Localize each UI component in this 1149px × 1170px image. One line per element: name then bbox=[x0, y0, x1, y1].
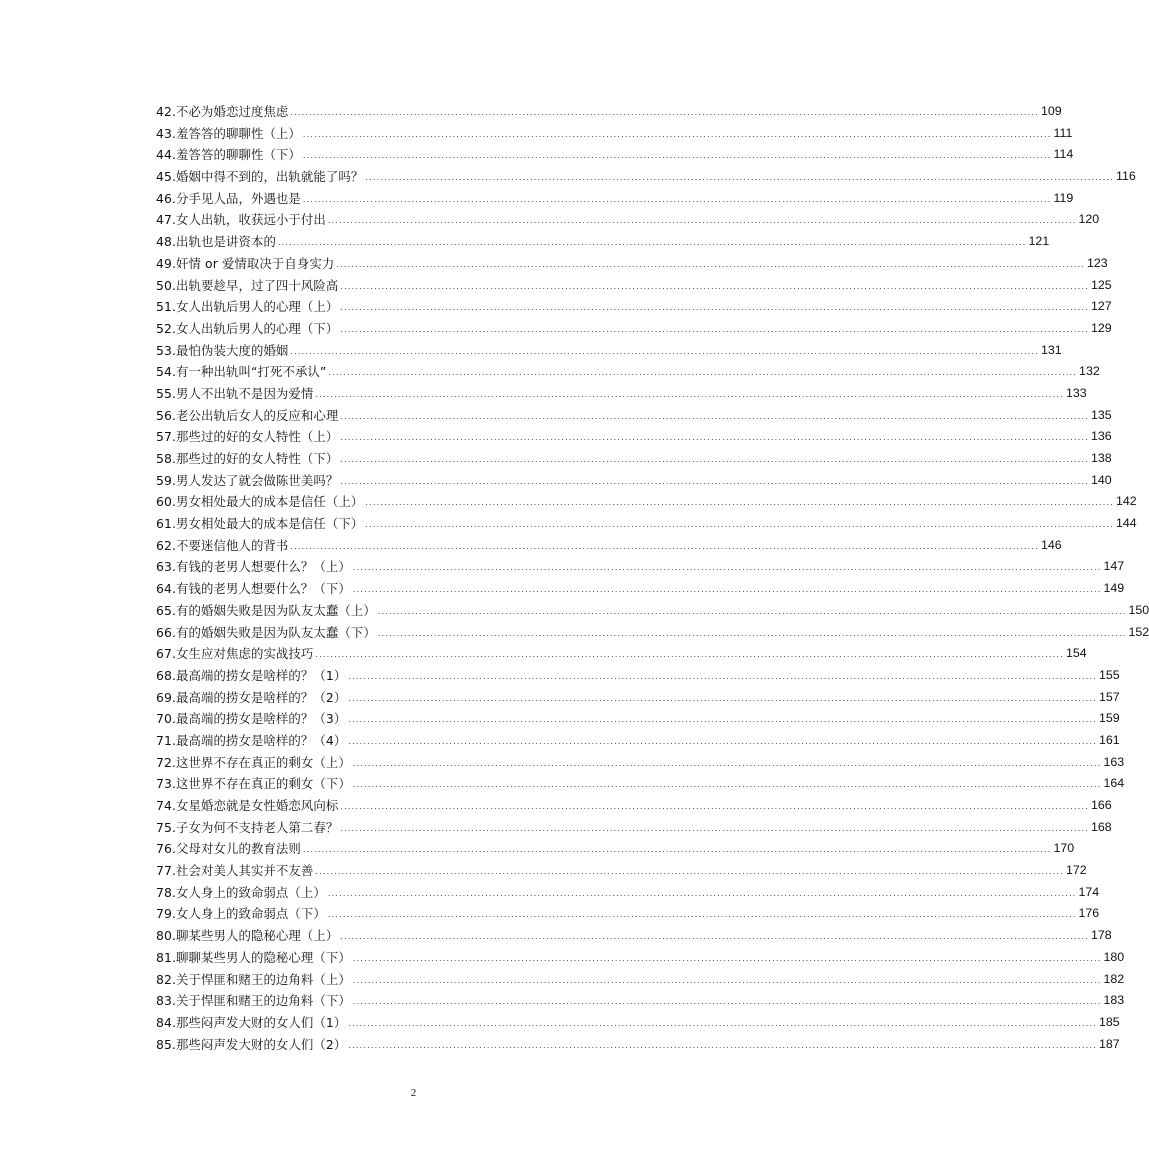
toc-entry[interactable] bbox=[156, 947, 1125, 969]
toc-entry[interactable] bbox=[156, 773, 1125, 795]
toc-entry[interactable] bbox=[156, 903, 1100, 925]
toc-entry-title[interactable]: 76.父母对女儿的教育法则 bbox=[156, 841, 301, 857]
toc-entry[interactable] bbox=[156, 622, 1149, 644]
dot-leader: ........................................................................................................................................................................................................ bbox=[348, 671, 1097, 681]
toc-entry-page[interactable]: 183 bbox=[1103, 993, 1125, 1008]
dot-leader: ........................................................................................................................................................................................................ bbox=[290, 346, 1040, 356]
toc-entry[interactable] bbox=[156, 990, 1125, 1012]
toc-entry-page[interactable]: 114 bbox=[1053, 147, 1074, 162]
toc-entry[interactable] bbox=[156, 361, 1100, 383]
toc-entry-title[interactable]: 83.关于悍匪和赌王的边角料（下） bbox=[156, 993, 351, 1009]
dot-leader: ........................................................................................................................................................................................................ bbox=[277, 238, 1027, 248]
dot-leader: ........................................................................................................................................................................................................ bbox=[302, 151, 1052, 161]
toc-entry-page[interactable]: 180 bbox=[1103, 949, 1125, 964]
toc-entry-page[interactable]: 127 bbox=[1090, 299, 1112, 314]
dot-leader: ........................................................................................................................................................................................................ bbox=[377, 606, 1127, 616]
toc-entry[interactable] bbox=[156, 491, 1137, 513]
toc-entry-page[interactable]: 168 bbox=[1090, 819, 1112, 834]
dot-leader: ........................................................................................................................................................................................................ bbox=[365, 520, 1114, 530]
dot-leader: ........................................................................................................................................................................................................ bbox=[327, 216, 1077, 226]
toc-entry-page[interactable]: 123 bbox=[1086, 255, 1108, 270]
dot-leader: ........................................................................................................................................................................................................ bbox=[315, 867, 1064, 877]
toc-entry[interactable] bbox=[156, 231, 1050, 253]
toc-entry-page[interactable]: 187 bbox=[1098, 1036, 1120, 1051]
dot-leader: ........................................................................................................................................................................................................ bbox=[348, 693, 1097, 703]
toc-entry-title[interactable]: 80.聊某些男人的隐秘心理（上） bbox=[156, 928, 339, 944]
toc-entry[interactable] bbox=[156, 1034, 1120, 1056]
toc-entry-page[interactable]: 176 bbox=[1078, 906, 1100, 921]
toc-entry-page[interactable]: 163 bbox=[1103, 754, 1125, 769]
toc-entry[interactable] bbox=[156, 752, 1125, 774]
toc-entry-page[interactable]: 152 bbox=[1128, 624, 1149, 639]
toc-entry[interactable] bbox=[156, 643, 1087, 665]
dot-leader: ........................................................................................................................................................................................................ bbox=[365, 173, 1114, 183]
toc-entry[interactable] bbox=[156, 166, 1136, 188]
dot-leader: ........................................................................................................................................................................................................ bbox=[340, 802, 1089, 811]
dot-leader: ........................................................................................................................................................................................................ bbox=[348, 1018, 1097, 1028]
toc-entry-title[interactable]: 77.社会对美人其实并不友善 bbox=[156, 863, 314, 879]
toc-entry-title[interactable]: 62.不要迷信他人的背书 bbox=[156, 537, 289, 553]
toc-entry-title[interactable]: 45.婚姻中得不到的，出轨就能了吗？ bbox=[156, 169, 364, 185]
toc-entry[interactable] bbox=[156, 123, 1073, 145]
toc-entry[interactable] bbox=[156, 838, 1075, 860]
toc-entry-title[interactable]: 64.有钱的老男人想要什么？（下） bbox=[156, 581, 351, 597]
toc-entry[interactable] bbox=[156, 188, 1074, 210]
toc-entry-page[interactable]: 174 bbox=[1078, 884, 1100, 899]
dot-leader: ........................................................................................................................................................................................................ bbox=[348, 736, 1097, 746]
toc-entry-title[interactable]: 68.最高端的捞女是啥样的？（1） bbox=[156, 667, 347, 683]
toc-entry-title[interactable]: 48.出轨也是讲资本的 bbox=[156, 234, 276, 250]
toc-entry-page[interactable]: 182 bbox=[1103, 971, 1125, 986]
dot-leader: ........................................................................................................................................................................................................ bbox=[327, 888, 1077, 898]
dot-leader: ........................................................................................................................................................................................................ bbox=[340, 455, 1089, 464]
toc-entry-page[interactable]: 129 bbox=[1090, 320, 1112, 335]
toc-entry-title[interactable]: 50.出轨要趁早，过了四十风险高 bbox=[156, 277, 339, 293]
dot-leader: ........................................................................................................................................................................................................ bbox=[352, 563, 1102, 573]
toc-entry[interactable] bbox=[156, 708, 1120, 730]
toc-entry-title[interactable]: 58.那些过的好的女人特性（下） bbox=[156, 451, 339, 466]
dot-leader: ........................................................................................................................................................................................................ bbox=[348, 715, 1097, 725]
toc-entry[interactable] bbox=[156, 383, 1087, 405]
dot-leader: ........................................................................................................................................................................................................ bbox=[340, 324, 1089, 334]
toc-entry-page[interactable]: 178 bbox=[1090, 928, 1112, 943]
toc-entry-page[interactable]: 164 bbox=[1103, 776, 1125, 791]
toc-entry-page[interactable]: 132 bbox=[1079, 364, 1100, 379]
dot-leader: ........................................................................................................................................................................................................ bbox=[352, 975, 1102, 985]
toc-entry-page[interactable]: 140 bbox=[1090, 472, 1112, 487]
toc-entry-title[interactable]: 63.有钱的老男人想要什么？（上） bbox=[156, 559, 351, 575]
toc-entry-page[interactable]: 150 bbox=[1128, 602, 1149, 617]
toc-entry[interactable] bbox=[156, 860, 1087, 882]
dot-leader: ........................................................................................................................................................................................................ bbox=[352, 953, 1102, 963]
toc-entry-page[interactable]: 149 bbox=[1103, 581, 1125, 596]
toc-entry[interactable] bbox=[156, 600, 1149, 622]
dot-leader: ........................................................................................................................................................................................................ bbox=[340, 823, 1089, 833]
page-number: 2 bbox=[410, 1087, 417, 1099]
toc-entry-title[interactable]: 51.女人出轨后男人的心理（上） bbox=[156, 299, 339, 315]
toc-entry-page[interactable]: 116 bbox=[1115, 169, 1136, 184]
toc-entry[interactable] bbox=[156, 817, 1112, 839]
table-of-contents bbox=[156, 101, 1149, 1055]
dot-leader: ........................................................................................................................................................................................................ bbox=[290, 541, 1040, 551]
toc-entry-title[interactable]: 73.这世界不存在真正的剩女（下） bbox=[156, 776, 351, 792]
toc-entry[interactable] bbox=[156, 795, 1112, 817]
toc-entry-title[interactable]: 78.女人身上的致命弱点（上） bbox=[156, 884, 326, 900]
dot-leader: ........................................................................................................................................................................................................ bbox=[327, 910, 1077, 920]
toc-entry-title[interactable]: 52.女人出轨后男人的心理（下） bbox=[156, 320, 339, 336]
toc-entry-title[interactable]: 81.聊聊某些男人的隐秘心理（下） bbox=[156, 949, 351, 965]
toc-entry[interactable] bbox=[156, 426, 1112, 448]
dot-leader: ........................................................................................................................................................................................................ bbox=[290, 108, 1040, 117]
dot-leader: ........................................................................................................................................................................................................ bbox=[352, 758, 1102, 768]
toc-entry[interactable] bbox=[156, 687, 1120, 709]
dot-leader: ........................................................................................................................................................................................................ bbox=[340, 476, 1089, 486]
dot-leader: ........................................................................................................................................................................................................ bbox=[365, 498, 1114, 508]
toc-entry-page[interactable]: 142 bbox=[1115, 494, 1137, 509]
toc-entry[interactable] bbox=[156, 318, 1112, 340]
toc-entry-page[interactable]: 161 bbox=[1098, 732, 1120, 747]
toc-entry-title[interactable]: 61.男女相处最大的成本是信任（下） bbox=[156, 516, 364, 532]
toc-entry[interactable] bbox=[156, 144, 1074, 166]
dot-leader: ........................................................................................................................................................................................................ bbox=[340, 411, 1089, 421]
toc-entry[interactable] bbox=[156, 253, 1108, 275]
toc-entry-title[interactable]: 54.有一种出轨叫“打死不承认” bbox=[156, 364, 327, 380]
toc-entry[interactable] bbox=[156, 578, 1125, 600]
toc-entry-page[interactable]: 136 bbox=[1090, 429, 1112, 444]
toc-entry-title[interactable]: 56.老公出轨后女人的反应和心理 bbox=[156, 407, 339, 423]
dot-leader: ........................................................................................................................................................................................................ bbox=[315, 389, 1064, 399]
toc-entry-title[interactable]: 72.这世界不存在真正的剩女（上） bbox=[156, 754, 351, 770]
toc-entry[interactable] bbox=[156, 556, 1125, 578]
toc-entry-title[interactable]: 79.女人身上的致命弱点（下） bbox=[156, 906, 326, 922]
toc-entry-page[interactable]: 109 bbox=[1041, 104, 1062, 118]
toc-entry[interactable] bbox=[156, 209, 1100, 231]
toc-entry-title[interactable]: 47.女人出轨，收获远小于付出 bbox=[156, 212, 326, 228]
toc-entry-page[interactable]: 159 bbox=[1098, 711, 1120, 726]
toc-entry-title[interactable]: 44.羞答答的聊聊性（下） bbox=[156, 147, 301, 163]
toc-entry-title[interactable]: 67.女生应对焦虑的实战技巧 bbox=[156, 646, 314, 662]
toc-entry-title[interactable]: 46.分手见人品，外遇也是 bbox=[156, 190, 301, 206]
dot-leader: ........................................................................................................................................................................................................ bbox=[352, 997, 1102, 1007]
toc-entry-page[interactable]: 147 bbox=[1103, 559, 1125, 574]
toc-entry-page[interactable]: 135 bbox=[1090, 407, 1112, 422]
toc-entry-page[interactable]: 131 bbox=[1041, 342, 1062, 357]
dot-leader: ........................................................................................................................................................................................................ bbox=[315, 650, 1064, 660]
toc-entry-page[interactable]: 157 bbox=[1098, 689, 1120, 704]
toc-entry[interactable] bbox=[156, 101, 1062, 123]
toc-entry-page[interactable]: 125 bbox=[1090, 277, 1112, 292]
toc-entry-title[interactable]: 85.那些闷声发大财的女人们（2） bbox=[156, 1036, 347, 1052]
dot-leader: ........................................................................................................................................................................................................ bbox=[340, 303, 1089, 313]
dot-leader: ........................................................................................................................................................................................................ bbox=[302, 845, 1052, 855]
toc-entry[interactable] bbox=[156, 665, 1120, 687]
toc-entry[interactable] bbox=[156, 1012, 1120, 1034]
toc-entry-title[interactable]: 82.关于悍匪和赌王的边角料（上） bbox=[156, 971, 351, 987]
toc-entry[interactable] bbox=[156, 882, 1100, 904]
toc-entry-title[interactable]: 74.女星婚恋就是女性婚恋风向标 bbox=[156, 798, 339, 813]
dot-leader: ........................................................................................................................................................................................................ bbox=[302, 194, 1052, 204]
toc-entry-page[interactable]: 146 bbox=[1041, 537, 1062, 552]
dot-leader: ........................................................................................................................................................................................................ bbox=[352, 585, 1102, 595]
toc-entry-page[interactable]: 138 bbox=[1090, 451, 1112, 465]
dot-leader: ........................................................................................................................................................................................................ bbox=[340, 281, 1089, 291]
toc-entry-title[interactable]: 60.男女相处最大的成本是信任（上） bbox=[156, 494, 364, 510]
toc-entry-title[interactable]: 75.子女为何不支持老人第二春？ bbox=[156, 819, 339, 835]
toc-entry[interactable] bbox=[156, 296, 1112, 318]
dot-leader: ........................................................................................................................................................................................................ bbox=[340, 433, 1089, 443]
dot-leader: ........................................................................................................................................................................................................ bbox=[377, 628, 1127, 638]
toc-entry-title[interactable]: 70.最高端的捞女是啥样的？（3） bbox=[156, 711, 347, 727]
toc-entry-page[interactable]: 121 bbox=[1028, 234, 1050, 249]
toc-entry-title[interactable]: 43.羞答答的聊聊性（上） bbox=[156, 125, 301, 141]
toc-entry-title[interactable]: 49.奸情 or 爱情取决于自身实力 bbox=[156, 255, 335, 271]
toc-entry-page[interactable]: 172 bbox=[1066, 863, 1087, 878]
toc-entry-title[interactable]: 42.不必为婚恋过度焦虑 bbox=[156, 104, 289, 119]
dot-leader: ........................................................................................................................................................................................................ bbox=[340, 932, 1089, 942]
toc-entry-title[interactable]: 84.那些闷声发大财的女人们（1） bbox=[156, 1014, 347, 1030]
toc-entry-title[interactable]: 55.男人不出轨不是因为爱情 bbox=[156, 385, 314, 401]
toc-entry-page[interactable]: 133 bbox=[1066, 385, 1087, 400]
toc-entry-page[interactable]: 170 bbox=[1053, 841, 1075, 856]
toc-entry-page[interactable]: 144 bbox=[1115, 516, 1137, 531]
toc-entry[interactable] bbox=[156, 969, 1125, 991]
toc-entry-title[interactable]: 71.最高端的捞女是啥样的？（4） bbox=[156, 732, 347, 748]
toc-entry-page[interactable]: 119 bbox=[1053, 190, 1074, 205]
toc-entry-page[interactable]: 120 bbox=[1078, 212, 1100, 227]
toc-entry[interactable] bbox=[156, 730, 1120, 752]
toc-entry-title[interactable]: 66.有的婚姻失败是因为队友太蠢（下） bbox=[156, 624, 376, 640]
dot-leader: ........................................................................................................................................................................................................ bbox=[348, 1040, 1097, 1050]
toc-entry-title[interactable]: 57.那些过的好的女人特性（上） bbox=[156, 429, 339, 445]
toc-entry-title[interactable]: 69.最高端的捞女是啥样的？（2） bbox=[156, 689, 347, 705]
toc-entry[interactable] bbox=[156, 275, 1112, 297]
toc-entry-page[interactable]: 155 bbox=[1098, 667, 1120, 682]
dot-leader: ........................................................................................................................................................................................................ bbox=[302, 129, 1052, 139]
toc-entry-page[interactable]: 111 bbox=[1053, 125, 1073, 140]
toc-entry-page[interactable]: 166 bbox=[1090, 798, 1112, 812]
dot-leader: ........................................................................................................................................................................................................ bbox=[328, 368, 1078, 378]
toc-entry[interactable] bbox=[156, 925, 1112, 947]
toc-entry[interactable] bbox=[156, 513, 1137, 535]
dot-leader: ........................................................................................................................................................................................................ bbox=[336, 259, 1085, 269]
toc-entry-title[interactable]: 59.男人发达了就会做陈世美吗？ bbox=[156, 472, 339, 488]
toc-entry-title[interactable]: 53.最怕伪装大度的婚姻 bbox=[156, 342, 289, 358]
dot-leader: ........................................................................................................................................................................................................ bbox=[352, 780, 1102, 790]
toc-entry[interactable] bbox=[156, 535, 1062, 557]
toc-entry[interactable] bbox=[156, 470, 1112, 492]
toc-entry[interactable] bbox=[156, 405, 1112, 427]
toc-entry[interactable] bbox=[156, 448, 1112, 470]
toc-entry[interactable] bbox=[156, 340, 1062, 362]
toc-entry-title[interactable]: 65.有的婚姻失败是因为队友太蠢（上） bbox=[156, 602, 376, 618]
toc-entry-page[interactable]: 154 bbox=[1066, 646, 1087, 661]
toc-entry-page[interactable]: 185 bbox=[1098, 1014, 1120, 1029]
